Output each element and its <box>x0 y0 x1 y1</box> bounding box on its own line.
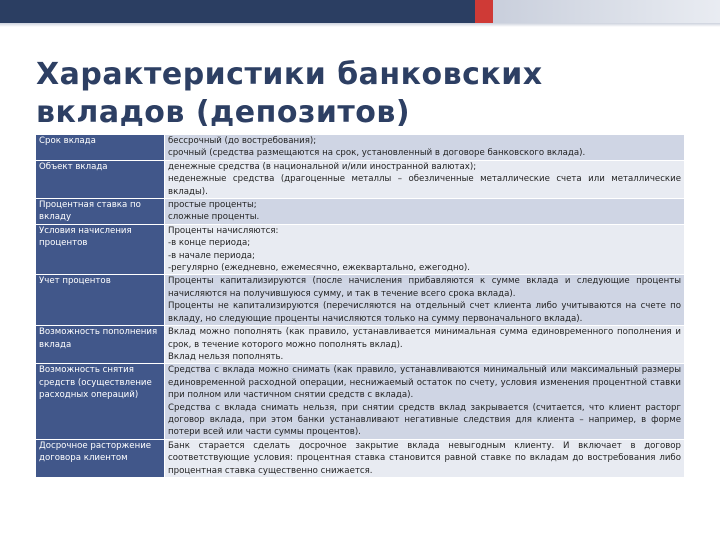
top-bar-dark-segment <box>0 0 475 23</box>
table-row <box>36 439 684 477</box>
value-line: Средства с вклада можно снимать (как правило, устанавливаются минимальный или максимальный размеры единовременной расходной операции, неснижаемый остаток по счету, условия изменения процентной ставки при полном или частичном снятии средств с вклада). <box>168 365 681 401</box>
value-line: простые проценты; <box>168 200 257 211</box>
value-line: бессрочный (до востребования); <box>168 136 317 146</box>
deposit-characteristics-table <box>36 135 684 478</box>
value-line: денежные средства (в национальной и/или иностранной валютах); <box>168 161 477 172</box>
value-line: сложные проценты. <box>168 212 260 223</box>
table-row <box>36 199 684 225</box>
value-line: Вклад можно пополнять (как правило, устанавливается минимальная сумма единовременного пополнения и срок, в течение которого можно пополнять вклад). <box>168 327 681 350</box>
row-value <box>165 224 685 275</box>
row-value <box>165 135 685 160</box>
row-key-accrual: Условия начисления процентов <box>36 224 165 275</box>
value-line: Вклад нельзя пополнять. <box>168 351 284 362</box>
row-value <box>165 160 685 198</box>
table-row <box>36 224 684 275</box>
row-value <box>165 439 685 477</box>
table-row <box>36 160 684 198</box>
row-value <box>165 326 685 364</box>
row-key-interest: Учет процентов <box>36 275 165 326</box>
value-line: Проценты капитализируются (после начисления прибавляются к сумме вклада и следующие проценты начисляются на получившуюся сумму, и так в течение всего срока вклада). <box>168 276 681 299</box>
row-value <box>165 275 685 326</box>
row-key-early-termination: Досрочное расторжение договора клиентом <box>36 439 165 477</box>
row-key-term: Срок вклада <box>36 135 165 160</box>
row-key-object: Объект вклада <box>36 160 165 198</box>
value-line: Банк старается сделать досрочное закрытие вклада невыгодным клиенту. И включает в договор соответствующие условия: процентная ставка становится равной ставке по вкладам до востребования либо процентная ставка существенно снижается. <box>168 440 681 476</box>
row-key-withdrawal: Возможность снятия средств (осуществление расходных операций) <box>36 364 165 439</box>
value-line: срочный (средства размещаются на срок, установленный в договоре банковского вклада). <box>168 148 586 159</box>
row-key-topup: Возможность пополнения вклада <box>36 326 165 364</box>
top-decoration-bar <box>0 0 720 23</box>
table-row <box>36 326 684 364</box>
slide-title: Характеристики банковских вкладов (депозитов) <box>36 57 543 130</box>
table-row <box>36 275 684 326</box>
value-line: -регулярно (ежедневно, ежемесячно, ежеквартально, ежегодно). <box>168 263 470 274</box>
table-row <box>36 364 684 439</box>
row-value <box>165 364 685 439</box>
table-row <box>36 135 684 160</box>
row-value <box>165 199 685 225</box>
row-key-rate: Процентная ставка по вкладу <box>36 199 165 225</box>
value-line: Проценты начисляются: <box>168 225 279 236</box>
value-line: -в начале периода; <box>168 250 255 261</box>
top-bar-shadow <box>0 23 720 27</box>
value-line: Средства с вклада снимать нельзя, при снятии средств вклад закрывается (считается, что клиент расторг договор вклада, при этом банки устанавливают негативные следствия для клиента – например, в форме потери всей или части суммы процентов). <box>168 402 681 438</box>
value-line: неденежные средства (драгоценные металлы – обезличенные металлические счета или металлические вклады). <box>168 174 681 197</box>
top-bar-red-accent <box>475 0 493 23</box>
top-bar-light-segment <box>493 0 720 23</box>
value-line: Проценты не капитализируются (перечисляются на отдельный счет клиента либо учитываются на счете по вкладу, но следующие проценты начисляются только на сумму первоначального вклада). <box>168 301 681 324</box>
value-line: -в конце периода; <box>168 238 251 249</box>
